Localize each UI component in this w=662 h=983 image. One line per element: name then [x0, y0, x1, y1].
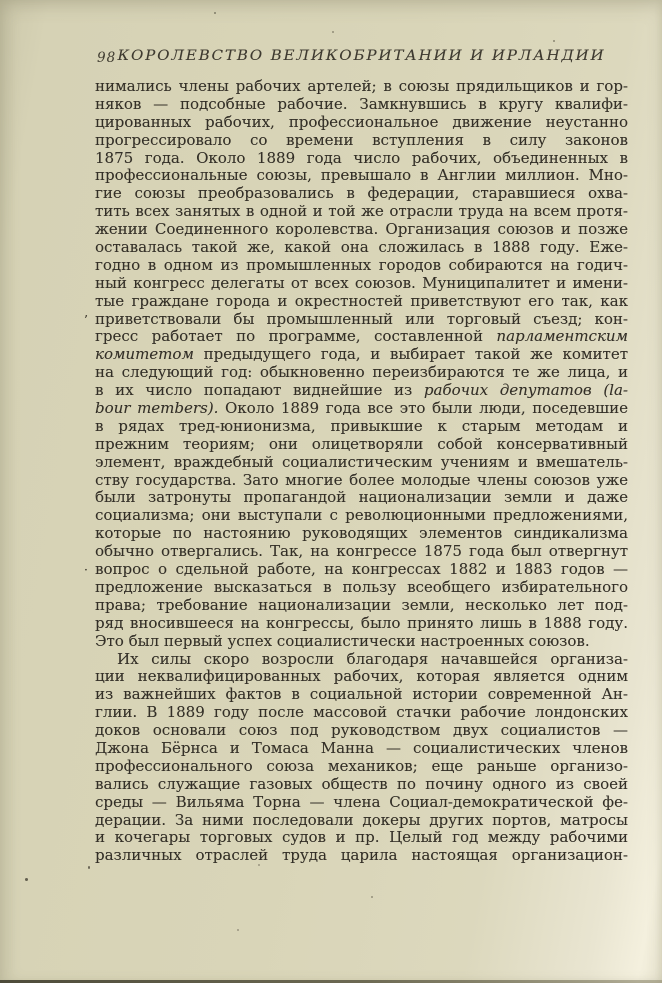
- text-segment: элемент, враждебный социалистическим учениям и вмешатель-: [95, 452, 628, 471]
- text-line: [95, 96, 628, 114]
- text-segment: из важнейших фактов в социальной истории современной Ан-: [95, 685, 628, 704]
- text-segment: рабочих депутатов (la-: [423, 381, 628, 400]
- text-line: [95, 400, 628, 418]
- text-segment: ряд вносившееся на конгрессы, было принято лишь в 1888 году.: [95, 613, 628, 632]
- margin-mark: ·: [84, 563, 88, 578]
- text-segment: нимались члены рабочих артелей; в союзы прядильщиков и гор-: [95, 77, 628, 95]
- text-segment: на следующий год: обыкновенно переизбираются те же лица, и: [95, 363, 628, 382]
- text-segment: 1875 года. Около 1889 года число рабочих, объединенных в: [95, 148, 628, 167]
- text-segment: ции неквалифицированных рабочих, которая является одним: [95, 667, 628, 686]
- paper-speck: [258, 864, 260, 866]
- text-line: [95, 543, 628, 561]
- text-segment: среды — Вильяма Торна — члена Социал-демократической фе-: [95, 792, 628, 811]
- text-segment: которые по настоянию руководящих элементов синдикализма: [95, 524, 628, 543]
- text-line: [95, 114, 628, 132]
- text-line: [95, 275, 628, 293]
- text-segment: в их число попадают виднейшие из: [95, 381, 424, 400]
- paper-speck: [237, 929, 239, 931]
- text-segment: глии. В 1889 году после массовой стачки рабочие лондонских: [95, 703, 628, 722]
- body-text: [84, 77, 628, 865]
- text-segment: в рядах тред-юнионизма, привыкшие к старым методам и: [95, 416, 628, 435]
- text-line: [95, 651, 628, 669]
- page-number: 98: [97, 50, 117, 66]
- text-segment: прогрессировало со времени вступления в силу законов: [95, 130, 628, 149]
- text-line: [95, 454, 628, 472]
- text-segment: вались служащие газовых обществ по почину одного из своей: [95, 774, 628, 793]
- paper-speck: [332, 31, 334, 33]
- paper-speck: [553, 40, 555, 42]
- text-segment: предложение высказаться в пользу всеобщего избирательного: [95, 577, 628, 596]
- text-line: [95, 525, 628, 543]
- text-line: [95, 203, 628, 221]
- text-line: [95, 633, 628, 651]
- text-segment: цированных рабочих, профессиональное движение неустанно: [95, 112, 628, 131]
- text-segment: различных отраслей труда царила настоящая организацион-: [95, 846, 628, 865]
- text-segment: социализма; они выступали с революционными предложениями,: [95, 506, 628, 525]
- page-header: [95, 46, 628, 68]
- text-segment: вопрос о сдельной работе, на конгрессах 1882 и 1883 годов —: [95, 560, 628, 579]
- text-segment: гие союзы преобразовались в федерации, старавшиеся охва-: [95, 184, 628, 203]
- text-segment: доков основали союз под руководством двух социалистов —: [95, 721, 628, 740]
- text-line: [95, 364, 628, 382]
- text-line: [95, 579, 628, 597]
- text-line: [95, 472, 628, 490]
- text-line: [95, 722, 628, 740]
- text-line: [95, 489, 628, 507]
- text-segment: тые граждане города и окрестностей приветствуют его так, как: [95, 291, 628, 310]
- text-segment: няков — подсобные рабочие. Замкнувшись в кругу квалифи-: [95, 94, 628, 113]
- text-segment: права; требование национализации земли, несколько лет под-: [95, 595, 628, 614]
- text-segment: предыдущего года, и выбирает такой же комитет: [193, 345, 628, 364]
- text-segment: гресс работает по программе, составленной: [95, 327, 497, 346]
- text-segment: жении Соединенного королевства. Организация союзов и позже: [95, 220, 628, 239]
- text-line: [95, 418, 628, 436]
- text-line: [95, 740, 628, 758]
- text-line: [95, 847, 628, 865]
- text-segment: парламентским: [496, 327, 628, 346]
- text-line: [95, 328, 628, 346]
- text-segment: оставалась такой же, какой она сложилась в 1888 году. Еже-: [95, 238, 628, 257]
- text-line: [95, 704, 628, 722]
- text-line: [95, 167, 628, 185]
- text-segment: Их силы скоро возросли благодаря начавшейся организа-: [117, 649, 628, 668]
- text-line: [95, 239, 628, 257]
- text-line: [84, 560, 628, 579]
- text-line: [95, 776, 628, 794]
- paper-speck: [371, 896, 373, 898]
- text-segment: ный конгресс делегаты от всех союзов. Муниципалитет и имени-: [95, 273, 628, 292]
- paper-speck: [25, 878, 28, 881]
- paper-speck: [214, 12, 216, 14]
- text-line: [84, 309, 628, 329]
- text-segment: обычно отвергались. Так, на конгрессе 1875 года был отвергнут: [95, 542, 628, 561]
- text-segment: приветствовали бы промышленный или торговый съезд; кон-: [95, 309, 628, 328]
- text-line: [95, 686, 628, 704]
- text-segment: дерации. За ними последовали докеры других портов, матросы: [95, 810, 628, 829]
- text-line: [95, 132, 628, 150]
- text-segment: Это был первый успех социалистически настроенных союзов.: [95, 631, 590, 650]
- text-segment: и кочегары торговых судов и пр. Целый год между рабочими: [95, 828, 628, 847]
- text-segment: профессионального союза механиков; еще раньше организо-: [95, 756, 628, 775]
- text-segment: Джона Бёрнса и Томаса Манна — социалистических членов: [95, 738, 628, 757]
- text-segment: bour members).: [95, 399, 219, 418]
- margin-mark: ’: [84, 312, 88, 327]
- text-line: [95, 597, 628, 615]
- text-segment: комитетом: [95, 345, 194, 364]
- text-line: [95, 436, 628, 454]
- text-line: [95, 150, 628, 168]
- text-line: [95, 615, 628, 633]
- text-line: [95, 293, 628, 311]
- text-line: [95, 257, 628, 275]
- text-line: [95, 221, 628, 239]
- text-line: [95, 794, 628, 812]
- text-line: [95, 78, 628, 96]
- text-segment: годно в одном из промышленных городов собираются на годич-: [95, 255, 628, 274]
- text-line: [95, 346, 628, 364]
- text-line: [95, 382, 628, 400]
- text-segment: профессиональные союзы, превышало в Англии миллион. Мно-: [95, 166, 628, 185]
- text-line: [95, 829, 628, 847]
- text-line: [95, 668, 628, 686]
- text-line: [95, 812, 628, 830]
- text-segment: прежним теориям; они олицетворяли собой консервативный: [95, 434, 628, 453]
- text-line: [95, 758, 628, 776]
- running-header: КОРОЛЕВСТВО ВЕЛИКОБРИТАНИИ И ИРЛАНДИИ: [117, 46, 606, 64]
- text-line: [95, 507, 628, 525]
- text-segment: были затронуты пропагандой национализации земли и даже: [95, 488, 628, 507]
- text-line: [95, 185, 628, 203]
- text-segment: Около 1889 года все это были люди, поседевшие: [218, 399, 628, 418]
- text-segment: ству государства. Зато многие более молодые члены союзов уже: [95, 470, 628, 489]
- text-segment: тить всех занятых в одной и той же отрасли труда на всем протя-: [95, 202, 628, 221]
- paper-speck: [88, 866, 90, 869]
